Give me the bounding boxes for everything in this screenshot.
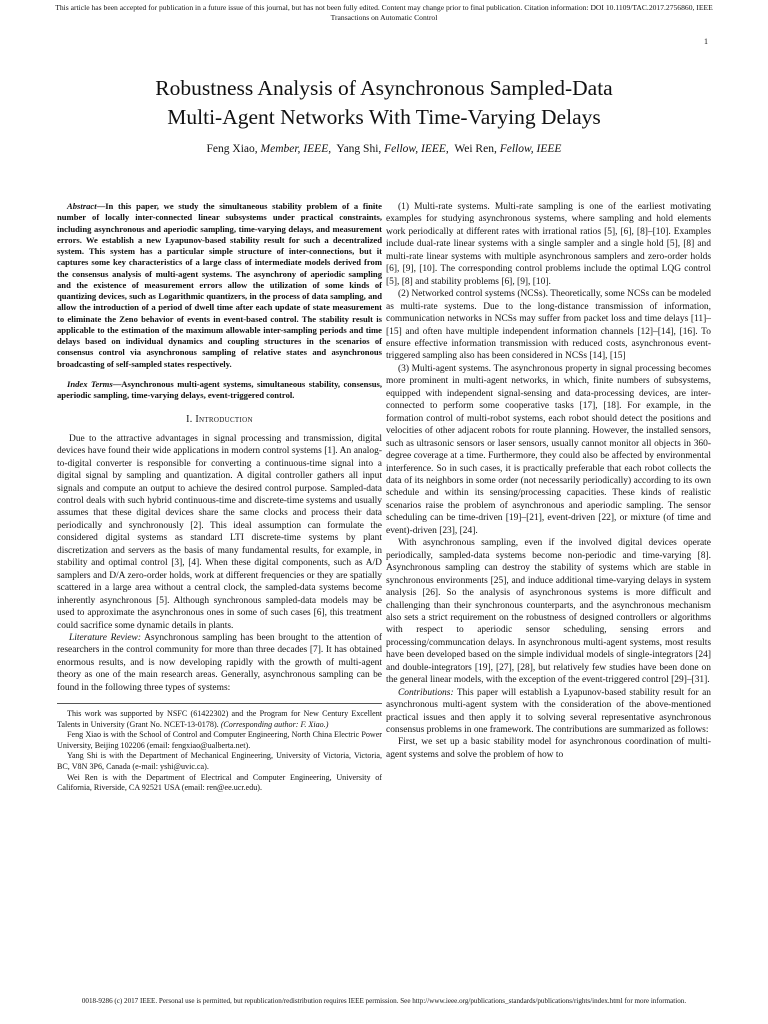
footnote-author-2: Yang Shi is with the Department of Mechanical Engineering, University of Victoria, Victoria, BC, V8N 3P6, Canada (e-mail: yshi@uvic.ca). xyxy=(57,751,382,771)
author-3-name: Wei Ren, xyxy=(454,143,497,155)
intro-multirate-paragraph: (1) Multi-rate systems. Multi-rate sampling is one of the earliest motivating examples for studying asynchronous systems, where sampling and hold elements work periodically at different rates with irrational ratios [5], [6], [8]–[10]. Examples include dual-rate linear systems with a single sampler and a single hold [5], [8] and multi-rate linear systems with multiple asynchronous samplers and zero-order holds [6], [9], [10]. The corresponding control problems include the optimal LQG control [5], [8] and stability problems [6], [9], [10]. xyxy=(386,202,711,287)
author-3-affiliation: Fellow, IEEE xyxy=(499,143,562,155)
contributions-text: This paper will establish a Lyapunov-based stability result for an asynchronous multi-agent system with the consideration of the above-mentioned practical issues and then apply it to solving several representative asynchronous consensus problems in one framework. The contributions are summarized as follows: xyxy=(386,687,711,736)
abstract xyxy=(57,201,382,370)
paper-title xyxy=(40,74,728,132)
intro-paragraph-1: Due to the attractive advantages in signal processing and transmission, digital devices have found their wide applications in modern control systems [1]. An analog-to-digital converter is responsible for converting a continuous-time signal into a digital signal by sampling and quantization. A digital controller gathers all input signals and compute an output to achieve the desired control purpose. Sampled-data control deals with such hybrid continuous-time and discrete-time systems and usually assumes that these digital devices share the same clocks and process their data periodically and synchronously [2]. This ideal assumption can formulate the considered digital systems as standard LTI discrete-time systems by plant discretization and servers as the basis of many fundamental results, for example, in stability and optimal control [3], [4]. When these digital components, such as A/D samplers and D/A zero-order holds, work at different frequencies or they are spatially scattered in a large area without a central clock, the sampled-data systems become inherently asynchronous [5]. Although synchronous sampled-data models may be used to approximate the asynchronous ones in some of such cases [6], this treatment could sacrifice some dynamic details in plants. xyxy=(57,433,382,631)
author-2-name: Yang Shi, xyxy=(336,143,382,155)
abstract-text: —In this paper, we study the simultaneous stability problem of a finite number of locally inter-connected linear subsystems under practical constraints, including asynchronous and aperiodic sampling, time-varying delays, and measurement errors. We establish a new Lyapunov-based stability result for such a decentralized system. This system has a particular simple structure of inter-connections, but it captures some key characteristics of a large class of intermediate models derived from the consensus analysis of multi-agent systems. The asynchrony of aperiodic sampling and the existence of measurement errors allow the utilization of some kinds of quantizing devices, such as Logarithmic quantizers, in the process of data sampling, and allow the introduction of a period of dwell time after each update of state measurement to eliminate the Zeno behavior of events in event-based control. The stability result is applicable to the estimation of the maximum allowable inter-sampling periods and time delays based on individual dynamics and coupling structures in the scenarios of consensus control via asynchronous sampling of relative states and asynchronous broadcasting of self-sampled states respectively. xyxy=(57,201,382,369)
corresponding-author: (Corresponding author: F. Xiao.) xyxy=(220,719,329,729)
author-1-affiliation: Member, IEEE, xyxy=(260,143,332,155)
footnotes xyxy=(57,709,382,793)
literature-review-text: Asynchronous sampling has been brought to the attention of researchers in the control community for more than three decades [7]. It has obtained enormous results, and is now developing rapidly with the growth of multi-agent theory as one of the main research areas. Generally, asynchronous sampling can be found in the following three types of systems: xyxy=(57,632,382,693)
notice-line-2: Transactions on Automatic Control xyxy=(330,13,438,22)
intro-paragraph-2 xyxy=(57,632,382,694)
abstract-label: Abstract xyxy=(67,201,97,211)
contributions-paragraph xyxy=(386,687,711,737)
index-terms-label: Index Terms xyxy=(67,378,113,389)
section-heading-introduction: I. Introduction xyxy=(186,414,253,426)
intro-asynchronous-paragraph: With asynchronous sampling, even if the involved digital devices operate periodically, sampled-data systems become non-periodic and time-varying [8]. Asynchronous sampling can destroy the stability of systems which are stable in synchronous environments [25], and induce additional time-varying delays in system analysis [26]. So the analysis of asynchronous systems is more difficult and challenging than their synchronous counterparts, and the asynchronous mechanism also sets a strict requirement on the robustness of designed controllers or algorithms with respect to aperiodic sensor scheduling, sensing errors and processing/communcation delays. In asynchronous multi-agent systems, most results have been developed based on the simple individual models of single-integrators [24] and double-integrators [19], [27], [28], but relatively few studies have been done on the general linear models, with the exception of the event-triggered control [29]–[31]. xyxy=(386,538,711,686)
author-line xyxy=(40,141,728,157)
contributions-lead: Contributions: xyxy=(398,687,454,698)
index-terms-text: —Asynchronous multi-agent systems, simultaneous stability, consensus, aperiodic sampling, time-varying delays, event-triggered control. xyxy=(57,378,383,400)
right-column xyxy=(386,201,711,761)
page-number: 1 xyxy=(704,37,708,46)
author-1-name: Feng Xiao, xyxy=(206,143,258,155)
intro-multiagent-paragraph: (3) Multi-agent systems. The asynchronous property in signal processing becomes more prominent in multi-agent networks, in which, finite numbers of subsystems, equipped with independent signal-sensing and data-processing devices, are inter-connected to perform some cooperative tasks [17], [18]. For example, in the formation control of multi-robot systems, each robot should detect the positions and velocities of other adjacent robots for route planning. However, the installed sensors, such as ultrasonic sensors or laser sensors, usually cannot monitor all objects in 360-degree coverage at a time. Furthermore, they could also be affected by environmental interference. So in such cases, it is practically preferable that each robot collects the data of its neighbors in some order (not necessarily periodically) according to its own schedule and within its sensing/processing capacities. These kinds of realistic scenarios raise the problem of asynchronous and aperiodic sampling. The sensor scheduling can be time-driven [19]–[21], event-driven [22], or mixture (of time and event)-driven [23], [24]. xyxy=(386,363,711,536)
first-contribution-paragraph: First, we set up a basic stability model for asynchronous coordination of multi-agent systems and solve the problem of how to xyxy=(386,737,711,760)
footnote-funding xyxy=(57,709,382,730)
intro-ncs-paragraph: (2) Networked control systems (NCSs). Theoretically, some NCSs can be modeled as multi-rate systems. Due to the long-distance transmission of information, communication networks in NCSs may suffer from packet loss and time delays [11]–[15] and often have multiple independent information channels [12]–[14], [16]. To ensure effective information transmission with reduced costs, asynchronous event-triggered sampling also has been considered in NCSs [14], [15] xyxy=(386,289,711,362)
title-line-1: Robustness Analysis of Asynchronous Sampled-Data xyxy=(155,76,613,100)
notice-line-1: This article has been accepted for publication in a future issue of this journal, but has not been fully edited. Content may change prior to final publication. Citation information: DOI 10.1109/TAC.2017.2756860, IEEE xyxy=(55,3,713,12)
left-column xyxy=(57,201,382,794)
footnote-author-3: Wei Ren is with the Department of Electrical and Computer Engineering, University of California, Riverside, CA 92521 USA (email: ren@ee.ucr.edu). xyxy=(57,772,382,793)
footnote-funding-text: This work was supported by NSFC (61422302) and the Program for New Century Excellent Talents in University (Grant No. NCET-13-0178). xyxy=(57,709,382,729)
journal-notice xyxy=(20,3,748,23)
index-terms xyxy=(57,379,382,402)
author-2-affiliation: Fellow, IEEE, xyxy=(384,143,449,155)
title-line-2: Multi-Agent Networks With Time-Varying Delays xyxy=(167,105,601,129)
footnote-author-1: Feng Xiao is with the School of Control and Computer Engineering, North China Electric Power University, Beijing 102206 (email: fengxiao@ualberta.net). xyxy=(57,730,382,750)
copyright-footer: 0018-9286 (c) 2017 IEEE. Personal use is permitted, but republication/redistribution requires IEEE permission. See http://www.ieee.org/publications_standards/publications/rights/index.html for more information. xyxy=(81,997,687,1005)
footnote-rule xyxy=(57,703,382,704)
literature-review-lead: Literature Review: xyxy=(69,632,141,643)
